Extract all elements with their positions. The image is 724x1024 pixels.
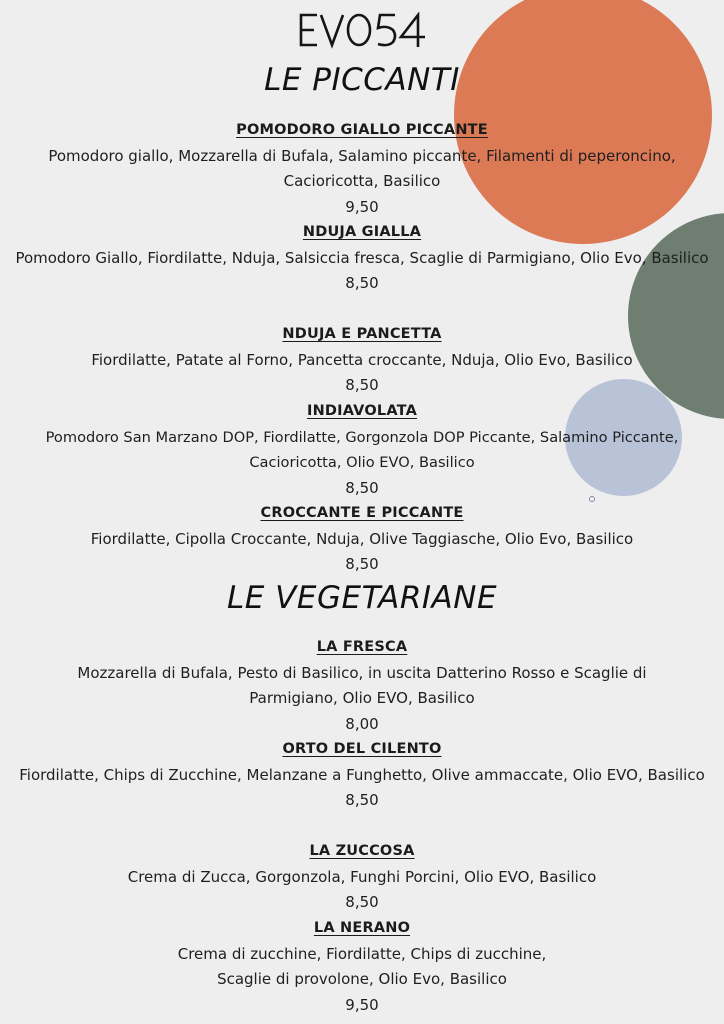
menu-item-price: 8,50 xyxy=(345,791,379,810)
menu-item-price: 8,50 xyxy=(345,555,379,574)
menu-item-la-fresca xyxy=(0,635,724,737)
menu-item-croccante-e-piccante xyxy=(0,501,724,578)
menu-item-description: Fiordilatte, Patate al Forno, Pancetta croccante, Nduja, Olio Evo, Basilico xyxy=(91,350,633,369)
menu-item-indiavolata xyxy=(0,399,724,501)
menu-item-la-zuccosa xyxy=(0,839,724,916)
menu-item-description: Pomodoro giallo, Mozzarella di Bufala, Salamino piccante, Filamenti di peperoncino, Cacioricotta, Basilico xyxy=(48,146,676,191)
menu-item-price: 8,50 xyxy=(345,376,379,395)
section-title-piccanti: LE PICCANTI xyxy=(264,62,460,98)
menu-item-name: LA FRESCA xyxy=(316,639,408,655)
menu-item-price: 8,50 xyxy=(345,893,379,912)
menu-item-price: 9,50 xyxy=(345,995,379,1014)
menu-item-nduja-e-pancetta xyxy=(0,322,724,399)
menu-item-price: 8,50 xyxy=(345,274,379,293)
menu-item-name: CROCCANTE E PICCANTE xyxy=(260,505,464,521)
section-title-vegetariane: LE VEGETARIANE xyxy=(226,580,498,616)
menu-item-name: LA ZUCCOSA xyxy=(309,843,415,859)
menu-item-description: Crema di Zucca, Gorgonzola, Funghi Porcini, Olio EVO, Basilico xyxy=(127,867,597,886)
menu-item-pomodoro-giallo-piccante xyxy=(0,118,724,220)
menu-item-name: POMODORO GIALLO PICCANTE xyxy=(236,122,488,138)
menu-item-price: 9,50 xyxy=(345,197,379,216)
menu-item-orto-del-cilento xyxy=(0,737,724,814)
menu-item-name: LA NERANO xyxy=(313,920,411,936)
menu-item-price: 8,50 xyxy=(345,478,379,497)
menu-item-name: ORTO DEL CILENTO xyxy=(282,741,442,757)
menu-item-description: Mozzarella di Bufala, Pesto di Basilico, in uscita Datterino Rosso e Scaglie di Parmigiano, Olio EVO, Basilico xyxy=(77,663,647,708)
menu-item-description: Pomodoro Giallo, Fiordilatte, Nduja, Salsiccia fresca, Scaglie di Parmigiano, Olio Evo, Basilico xyxy=(15,248,709,267)
menu-item-description: Fiordilatte, Cipolla Croccante, Nduja, Olive Taggiasche, Olio Evo, Basilico xyxy=(90,529,634,548)
menu-item-description: Pomodoro San Marzano DOP, Fiordilatte, Gorgonzola DOP Piccante, Salamino Piccante, Cacioricotta, Olio EVO, Basilico xyxy=(45,428,679,472)
menu-item-name: INDIAVOLATA xyxy=(306,403,417,419)
menu-item-price: 8,00 xyxy=(345,714,379,733)
menu-item-nduja-gialla xyxy=(0,220,724,297)
menu-item-la-nerano xyxy=(0,916,724,1018)
brand-logo xyxy=(298,12,428,54)
menu-item-name: NDUJA E PANCETTA xyxy=(282,326,442,342)
menu-item-description: Crema di zucchine, Fiordilatte, Chips di zucchine, Scaglie di provolone, Olio Evo, Basilico xyxy=(177,944,547,989)
menu-item-description: Fiordilatte, Chips di Zucchine, Melanzane a Funghetto, Olive ammaccate, Olio EVO, Basilico xyxy=(19,765,705,784)
menu-item-name: NDUJA GIALLA xyxy=(302,224,422,240)
